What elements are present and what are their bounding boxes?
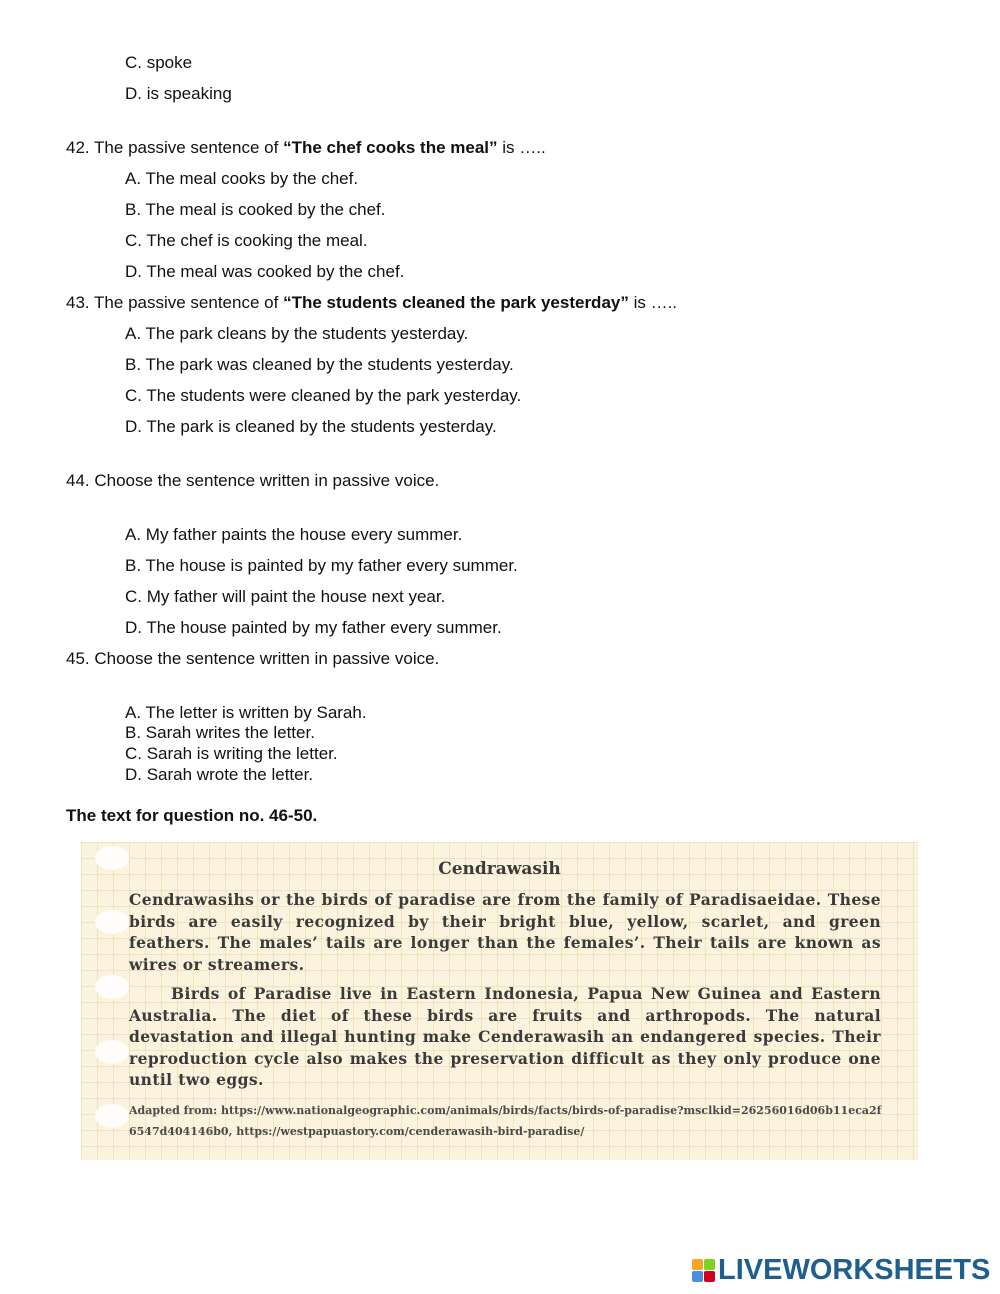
q43-question: 43. The passive sentence of “The students cleaned the park yesterday” is ….. <box>66 293 678 312</box>
q44-option-a: A. My father paints the house every summer. <box>125 525 463 544</box>
q45-option-c: C. Sarah is writing the letter. <box>125 744 338 763</box>
logo-square <box>692 1271 703 1282</box>
q45-option-d: D. Sarah wrote the letter. <box>125 765 314 784</box>
logo-square <box>704 1271 715 1282</box>
passage-paragraph-2: Birds of Paradise live in Eastern Indonesia, Papua New Guinea and Eastern Australia. The diet of these birds are fruits and arthropods. The natural devastation and illegal hunting make Cenderawasih an endangered species. Their reproduction cycle also makes the preservation difficult as they only produce one until two eggs. <box>129 984 881 1089</box>
q42-option-a: A. The meal cooks by the chef. <box>125 169 359 188</box>
q41-option-d: D. is speaking <box>125 84 232 103</box>
q43-option-a: A. The park cleans by the students yesterday. <box>125 324 469 343</box>
paper-hole-decoration <box>95 1040 129 1064</box>
q42-quote: “The chef cooks the meal” <box>283 138 498 157</box>
reading-passage <box>81 842 918 1160</box>
q42-option-d: D. The meal was cooked by the chef. <box>125 262 405 281</box>
paper-hole-decoration <box>95 975 129 999</box>
logo-square <box>692 1259 703 1270</box>
q44-option-b: B. The house is painted by my father every summer. <box>125 556 518 575</box>
logo-text: LIVEWORKSHEETS <box>718 1253 991 1286</box>
q42-option-b: B. The meal is cooked by the chef. <box>125 200 386 219</box>
paper-hole-decoration <box>95 910 129 934</box>
q45-option-a: A. The letter is written by Sarah. <box>125 703 367 722</box>
q45-option-b: B. Sarah writes the letter. <box>125 723 315 742</box>
q43-option-c: C. The students were cleaned by the park yesterday. <box>125 386 522 405</box>
logo-square <box>704 1259 715 1270</box>
q43-option-b: B. The park was cleaned by the students yesterday. <box>125 355 514 374</box>
q44-option-c: C. My father will paint the house next year. <box>125 587 446 606</box>
logo-grid-icon <box>692 1259 715 1282</box>
q45-question: 45. Choose the sentence written in passive voice. <box>66 649 440 668</box>
q43-quote: “The students cleaned the park yesterday” <box>283 293 629 312</box>
q42-question: 42. The passive sentence of “The chef cooks the meal” is ….. <box>66 138 546 157</box>
q41-option-c: C. spoke <box>125 53 193 72</box>
passage-paragraph-1: Cendrawasihs or the birds of paradise are from the family of Paradisaeidae. These birds are easily recognized by their bright blue, yellow, scarlet, and green feathers. The males’ tails are longer than the females’. Their tails are known as wires or streamers. <box>129 890 881 974</box>
q44-option-d: D. The house painted by my father every summer. <box>125 618 502 637</box>
q42-option-c: C. The chef is cooking the meal. <box>125 231 368 250</box>
paper-hole-decoration <box>95 1104 129 1128</box>
q44-question: 44. Choose the sentence written in passive voice. <box>66 471 440 490</box>
q43-option-d: D. The park is cleaned by the students yesterday. <box>125 417 497 436</box>
liveworksheets-logo <box>692 1254 990 1286</box>
passage-source: Adapted from: https://www.nationalgeographic.com/animals/birds/facts/birds-of-paradise?msclkid=26256016d06b11eca2f6547d404146b0, https://westpapuastory.com/cenderawasih-bird-paradise/ <box>129 1104 882 1138</box>
passage-title: Cendrawasih <box>438 859 561 879</box>
section-heading: The text for question no. 46-50. <box>66 806 318 825</box>
